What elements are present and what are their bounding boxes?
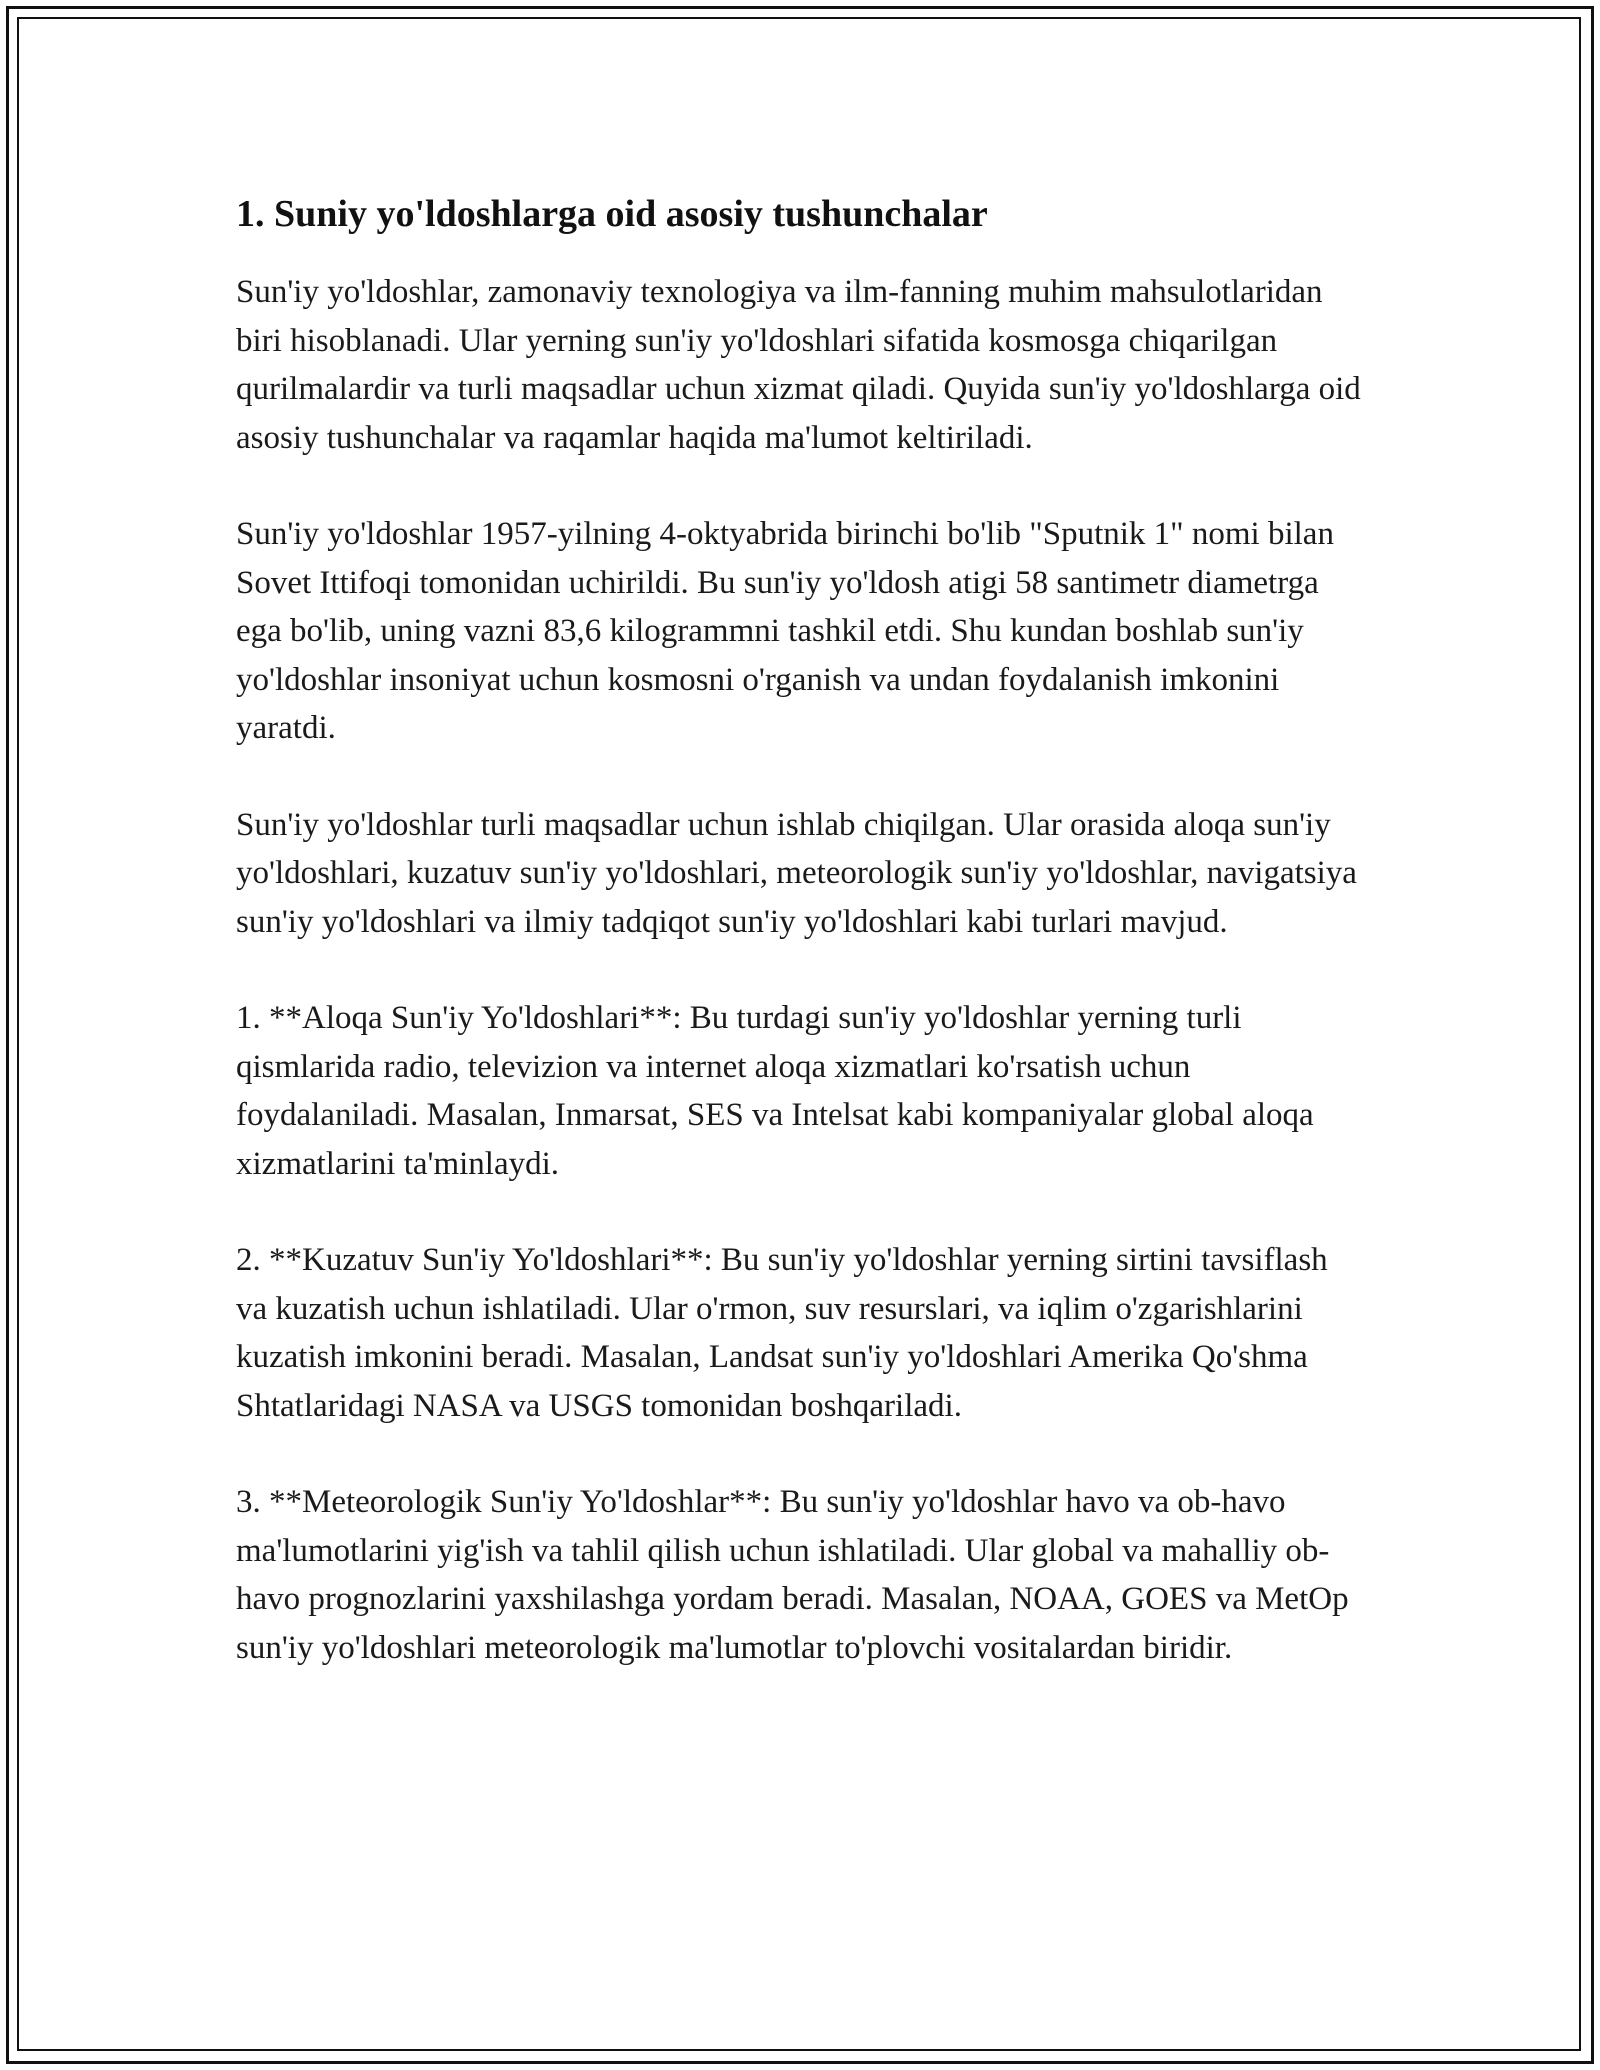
document-body <box>236 186 1366 1720</box>
paragraph-communication: 1. **Aloqa Sun'iy Yo'ldoshlari**: Bu turdagi sun'iy yo'ldoshlar yerning turli qismlarida radio, televizion va internet aloqa xizmatlari ko'rsatish uchun foydalaniladi. Masalan, Inmarsat, SES va Intelsat kabi kompaniyalar global aloqa xizmatlarini ta'minlaydi. <box>236 1000 1314 1182</box>
paragraph-intro: Sun'iy yo'ldoshlar, zamonaviy texnologiya va ilm-fanning muhim mahsulotlaridan biri hisoblanadi. Ular yerning sun'iy yo'ldoshlari sifatida kosmosga chiqarilgan qurilmalardir va turli maqsadlar uchun xizmat qiladi. Quyida sun'iy yo'ldoshlarga oid asosiy tushunchalar va raqamlar haqida ma'lumot keltiriladi. <box>236 274 1361 456</box>
paragraph-history: Sun'iy yo'ldoshlar 1957-yilning 4-oktyabrida birinchi bo'lib "Sputnik 1" nomi bilan Sovet Ittifoqi tomonidan uchirildi. Bu sun'iy yo'ldosh atigi 58 santimetr diametrga ega bo'lib, uning vazni 83,6 kilogrammni tashkil etdi. Shu kundan boshlab sun'iy yo'ldoshlar insoniyat uchun kosmosni o'rganish va undan foydalanish imkonini yaratdi. <box>236 516 1334 746</box>
paragraph-types: Sun'iy yo'ldoshlar turli maqsadlar uchun ishlab chiqilgan. Ular orasida aloqa sun'iy yo'ldoshlari, kuzatuv sun'iy yo'ldoshlari, meteorologik sun'iy yo'ldoshlar, navigatsiya sun'iy yo'ldoshlari va ilmiy tadqiqot sun'iy yo'ldoshlari kabi turlari mavjud. <box>236 806 1357 940</box>
section-heading: 1. Suniy yo'ldoshlarga oid asosiy tushunchalar <box>236 193 988 235</box>
paragraph-meteorological: 3. **Meteorologik Sun'iy Yo'ldoshlar**: Bu sun'iy yo'ldoshlar havo va ob-havo ma'lumotlarini yig'ish va tahlil qilish uchun ishlatiladi. Ular global va mahalliy ob-havo prognozlarini yaxshilashga yordam beradi. Masalan, NOAA, GOES va MetOp sun'iy yo'ldoshlari meteorologik ma'lumotlar to'plovchi vositalardan biridir. <box>236 1484 1349 1666</box>
paragraph-observation: 2. **Kuzatuv Sun'iy Yo'ldoshlari**: Bu sun'iy yo'ldoshlar yerning sirtini tavsiflash va kuzatish uchun ishlatiladi. Ular o'rmon, suv resurslari, va iqlim o'zgarishlarini kuzatish imkonini beradi. Masalan, Landsat sun'iy yo'ldoshlari Amerika Qo'shma Shtatlaridagi NASA va USGS tomonidan boshqariladi. <box>236 1242 1328 1424</box>
